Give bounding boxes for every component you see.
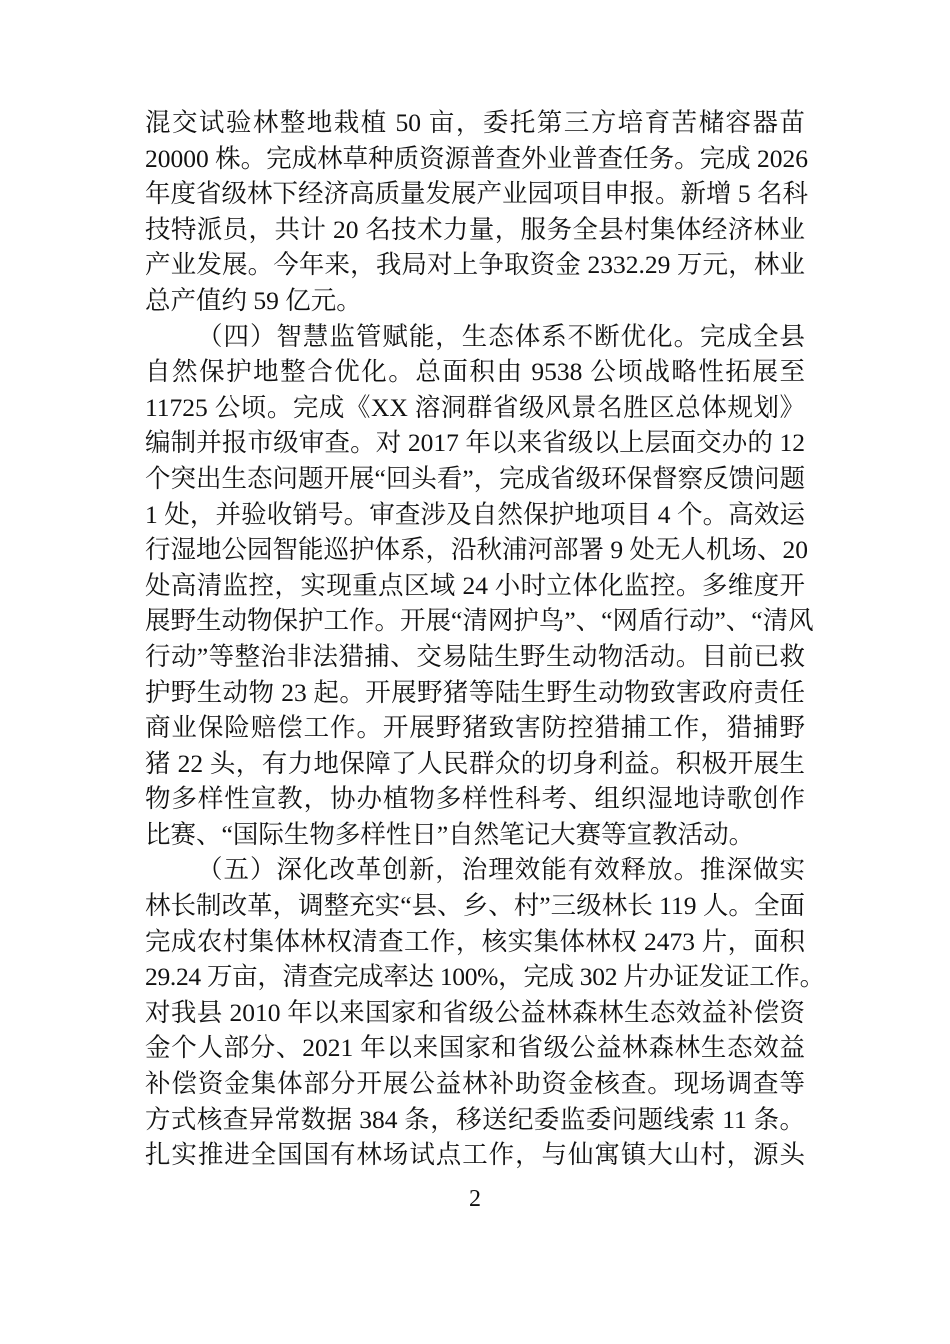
text-line: 补偿资金集体部分开展公益林补助资金核查。现场调查等 (145, 1069, 805, 1099)
text-line: 自然保护地整合优化。总面积由 9538 公顷战略性拓展至 (145, 357, 805, 387)
text-line: 产业发展。今年来，我局对上争取资金 2332.29 万元，林业 (145, 250, 805, 280)
text-line: 20000 株。完成林草种质资源普查外业普查任务。完成 2026 (145, 143, 809, 173)
text-line: 11725 公顷。完成《XX 溶洞群省级风景名胜区总体规划》 (145, 392, 805, 422)
text-line: 总产值约 59 亿元。 (145, 285, 362, 315)
text-line: 展野生动物保护工作。开展“清网护鸟”、“网盾行动”、“清风 (145, 606, 814, 636)
document-body (145, 105, 825, 1173)
page-number: 2 (469, 1186, 481, 1212)
text-line: 处高清监控，实现重点区域 24 小时立体化监控。多维度开 (145, 570, 805, 600)
text-line: 个突出生态问题开展“回头看”，完成省级环保督察反馈问题 (145, 463, 806, 493)
text-line: 商业保险赔偿工作。开展野猪致害防控猎捕工作，猎捕野 (145, 713, 805, 743)
text-line: 编制并报市级审查。对 2017 年以来省级以上层面交办的 12 (145, 428, 805, 458)
text-line: 行动”等整治非法猎捕、交易陆生野生动物活动。目前已救 (145, 641, 805, 671)
text-line: 扎实推进全国国有林场试点工作，与仙寓镇大山村，源头 (145, 1140, 805, 1170)
text-line: 比赛、“国际生物多样性日”自然笔记大赛等宣教活动。 (145, 819, 755, 849)
text-line: 1 处，并验收销号。审查涉及自然保护地项目 4 个。高效运 (145, 499, 805, 529)
text-line: 年度省级林下经济高质量发展产业园项目申报。新增 5 名科 (145, 179, 809, 209)
text-line: 完成农村集体林权清查工作，核实集体林权 2473 片，面积 (145, 926, 805, 956)
text-line: 混交试验林整地栽植 50 亩，委托第三方培育苦槠容器苗 (145, 108, 805, 137)
text-line: 29.24 万亩，清查完成率达 100%，完成 302 片办证发证工作。 (145, 962, 825, 992)
text-line: 行湿地公园智能巡护体系，沿秋浦河部署 9 处无人机场、20 (145, 535, 809, 565)
text-line: 猪 22 头，有力地保障了人民群众的切身利益。积极开展生 (145, 748, 805, 778)
text-line: 方式核查异常数据 384 条，移送纪委监委问题线索 11 条。 (145, 1104, 805, 1134)
text-line: 林长制改革，调整充实“县、乡、村”三级林长 119 人。全面 (145, 891, 805, 921)
paragraph-heading-line: （五）深化改革创新，治理效能有效释放。推深做实 (197, 855, 805, 885)
text-line: 护野生动物 23 起。开展野猪等陆生野生动物致害政府责任 (145, 677, 805, 707)
paragraph-heading-line: （四）智慧监管赋能，生态体系不断优化。完成全县 (197, 321, 805, 351)
text-line: 物多样性宣教，协办植物多样性科考、组织湿地诗歌创作 (145, 784, 805, 814)
text-line: 金个人部分、2021 年以来国家和省级公益林森林生态效益 (145, 1033, 805, 1063)
text-line: 对我县 2010 年以来国家和省级公益林森林生态效益补偿资 (145, 997, 805, 1027)
text-line: 技特派员，共计 20 名技术力量，服务全县村集体经济林业 (145, 214, 805, 244)
